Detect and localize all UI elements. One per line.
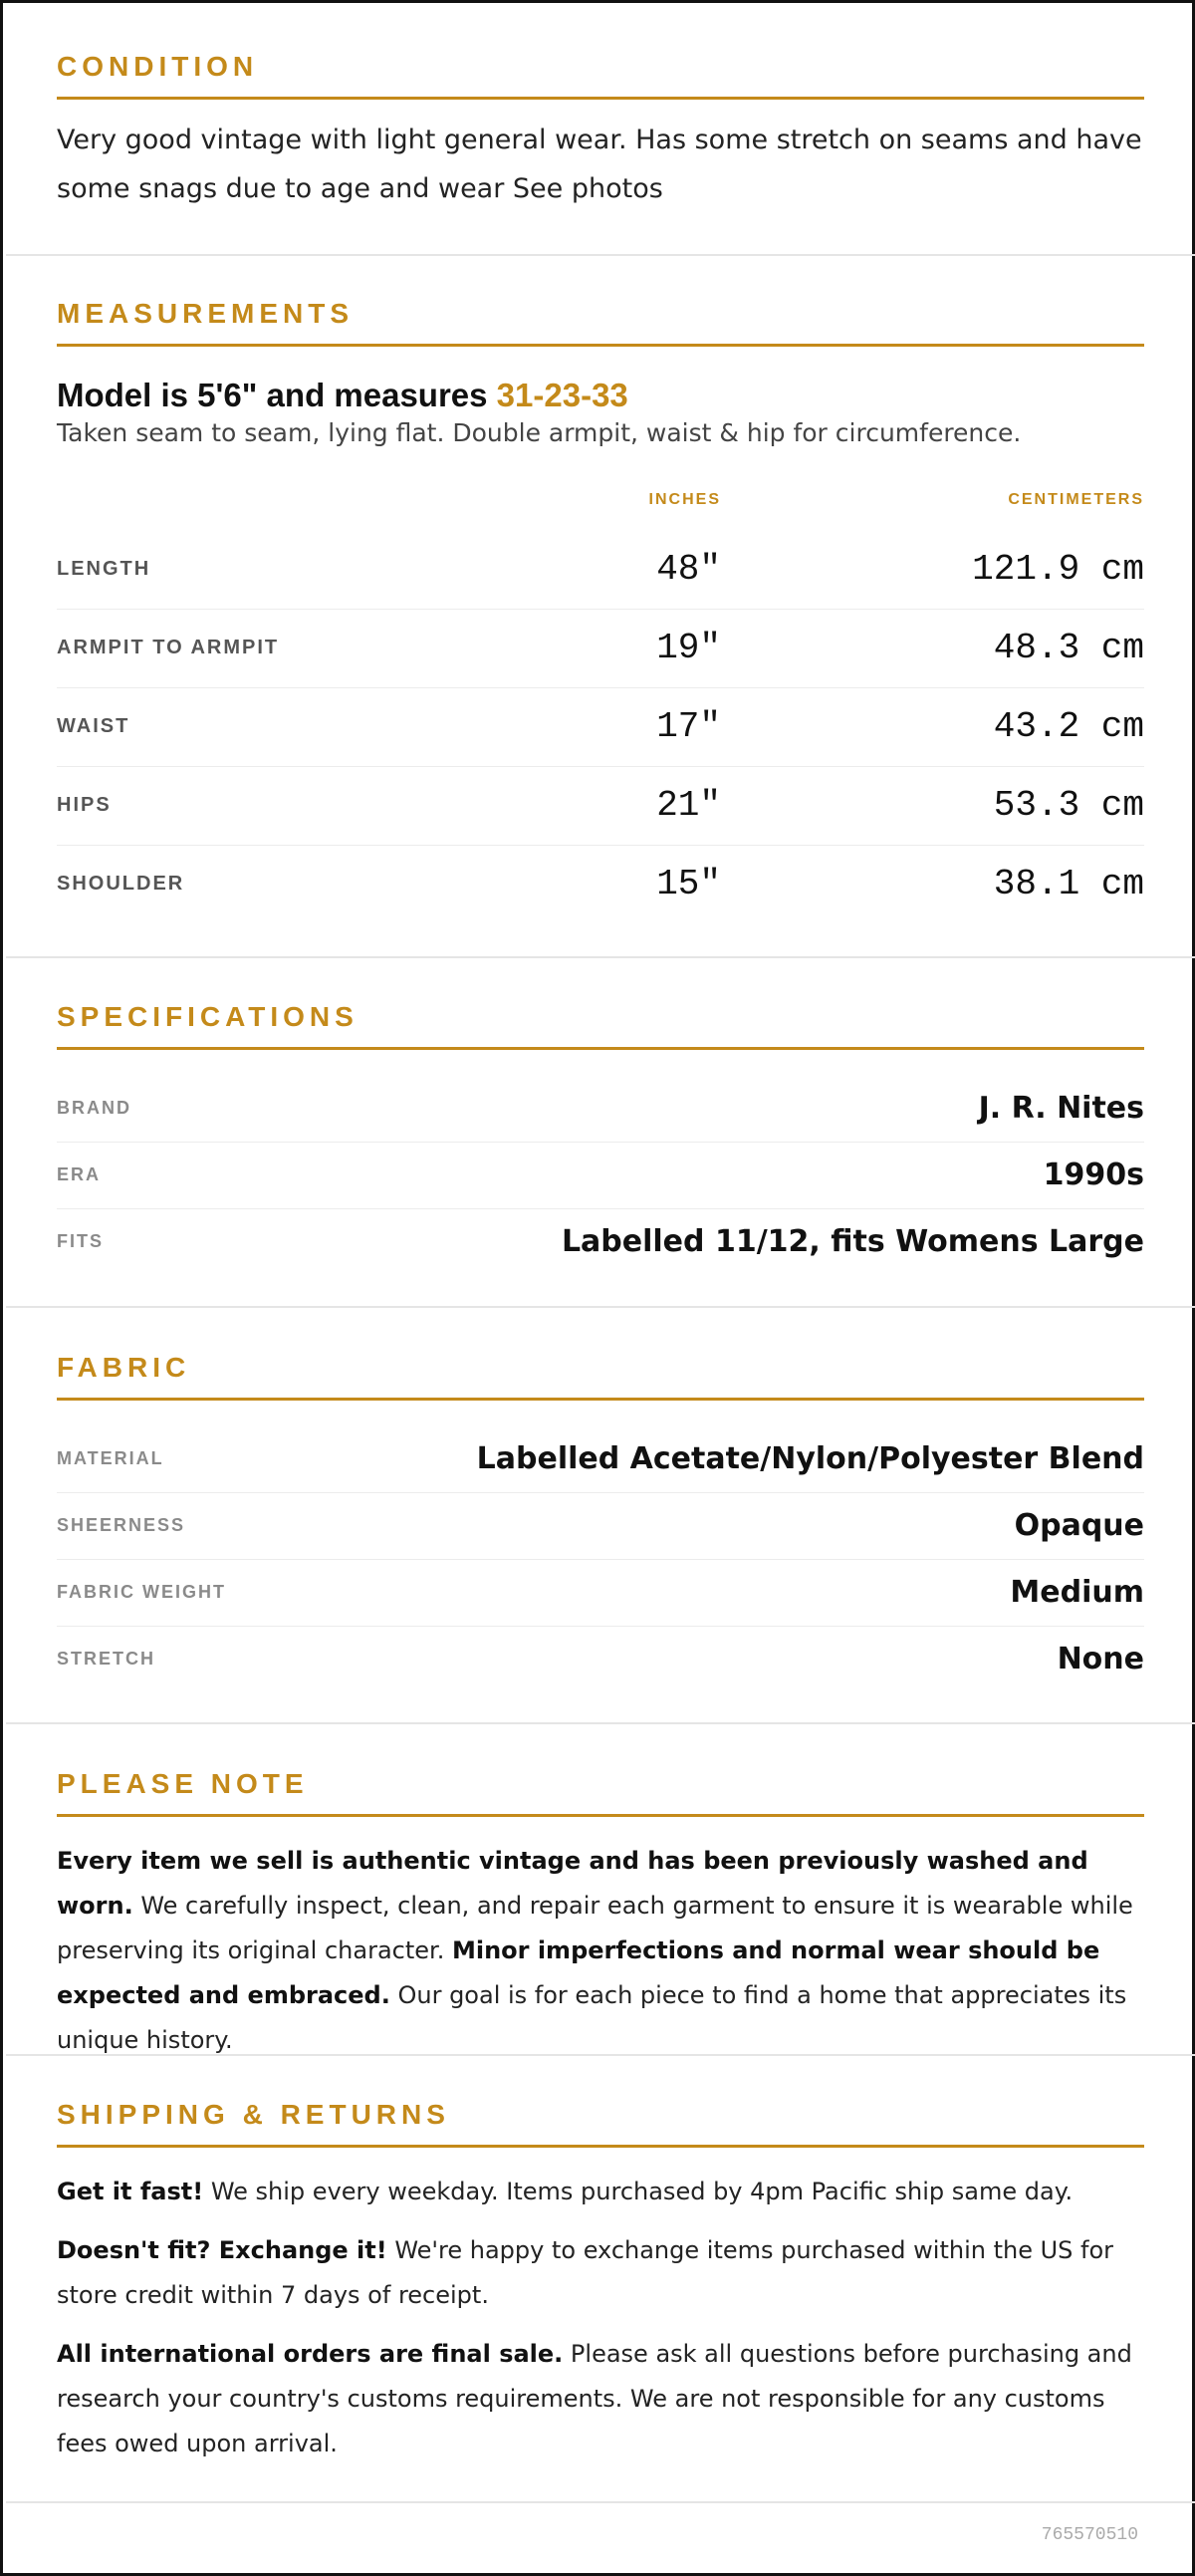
condition-title: CONDITION [57, 51, 259, 82]
shipping-paragraph-1 [57, 2170, 1144, 2214]
measurement-cm: 38.1 cm [993, 864, 1144, 904]
shipping-text-1: We ship every weekday. Items purchased by 4pm Pacific ship same day. [203, 2178, 1074, 2205]
fabric-section [57, 1348, 1144, 1716]
measurement-inches: 17" [656, 706, 721, 747]
spec-value: J. R. Nites [978, 1091, 1144, 1126]
specifications-title: SPECIFICATIONS [57, 1001, 358, 1032]
shipping-paragraph-2 [57, 2228, 1144, 2318]
specifications-title-rule [57, 1047, 1144, 1050]
fabric-row [57, 1559, 1144, 1627]
measurement-cm: 43.2 cm [993, 706, 1144, 747]
measurement-row [57, 530, 1144, 610]
spec-label: FITS [57, 1231, 104, 1251]
condition-text: Very good vintage with light general wear. Has some stretch on seams and have some snags due to age and wear See photos [57, 125, 1142, 204]
shipping-bold-1: Get it fast! [57, 2178, 204, 2205]
measurement-cm: 53.3 cm [993, 785, 1144, 826]
fabric-row [57, 1626, 1144, 1692]
measurement-row [57, 609, 1144, 688]
shipping-bold-3: All international orders are final sale. [57, 2340, 564, 2368]
col-cm-header: CENTIMETERS [1008, 491, 1144, 508]
fabric-title-rule [57, 1398, 1144, 1401]
section-divider [6, 254, 1195, 256]
fabric-title: FABRIC [57, 1352, 191, 1383]
spec-value: 1990s [1043, 1158, 1144, 1192]
measurement-row [57, 845, 1144, 923]
condition-section [57, 47, 1144, 213]
spec-row [57, 1208, 1144, 1275]
model-measures: 31-23-33 [496, 377, 628, 413]
section-divider [6, 956, 1195, 958]
shipping-text-2: We're happy to exchange items purchased within the US for store credit within 7 days of receipt. [57, 2236, 1114, 2309]
shipping-bold-2: Doesn't fit? Exchange it! [57, 2236, 387, 2264]
measurement-label: ARMPIT TO ARMPIT [57, 637, 280, 658]
measurement-label: HIPS [57, 794, 112, 816]
measurements-title: MEASUREMENTS [57, 298, 355, 329]
please-note-title-rule [57, 1814, 1144, 1817]
spec-label: ERA [57, 1164, 102, 1184]
measurement-inches: 21" [656, 785, 721, 826]
spec-label: BRAND [57, 1098, 131, 1118]
measurement-cm: 121.9 cm [972, 549, 1144, 590]
please-note-bold-1: Every item we sell is authentic vintage and has been previously washed and worn. [57, 1847, 1088, 1920]
shipping-paragraph-3 [57, 2332, 1144, 2466]
condition-title-rule [57, 97, 1144, 100]
model-info [57, 377, 1144, 414]
col-inches-header: INCHES [648, 491, 721, 508]
measurements-section [57, 294, 1144, 951]
measurement-inches: 19" [656, 628, 721, 668]
fabric-value: None [1057, 1642, 1144, 1676]
fabric-label: MATERIAL [57, 1448, 164, 1468]
fabric-value: Labelled Acetate/Nylon/Polyester Blend [476, 1441, 1144, 1476]
please-note-text-1: We carefully inspect, clean, and repair each garment to ensure it is wearable while preserving its original character. [57, 1892, 1133, 1964]
measurement-inches: 15" [656, 864, 721, 904]
measurement-row [57, 687, 1144, 767]
fabric-row [57, 1425, 1144, 1493]
please-note-section [57, 1764, 1144, 2063]
please-note-text-2: Our goal is for each piece to find a home that appreciates its unique history. [57, 1981, 1127, 2054]
spec-row [57, 1142, 1144, 1209]
measurements-subtitle: Taken seam to seam, lying flat. Double armpit, waist & hip for circumference. [57, 418, 1022, 447]
shipping-title: SHIPPING & RETURNS [57, 2099, 450, 2130]
measurement-label: LENGTH [57, 558, 151, 580]
fabric-value: Opaque [1014, 1508, 1144, 1543]
please-note-text [57, 1839, 1144, 2063]
measurement-label: WAIST [57, 715, 130, 737]
measurement-inches: 48" [656, 549, 721, 590]
fabric-label: FABRIC WEIGHT [57, 1582, 226, 1602]
shipping-text-3: Please ask all questions before purchasing and research your country's customs requirements. We are not responsible for any customs fees owed upon arrival. [57, 2340, 1132, 2457]
fabric-row [57, 1492, 1144, 1560]
model-prefix: Model is 5'6" and measures [57, 377, 497, 413]
please-note-title: PLEASE NOTE [57, 1768, 309, 1799]
measurement-label: SHOULDER [57, 873, 185, 895]
product-id: 765570510 [1041, 2525, 1138, 2545]
section-divider [6, 2501, 1195, 2503]
spec-row [57, 1075, 1144, 1143]
measurements-title-rule [57, 344, 1144, 347]
section-divider [6, 2054, 1195, 2056]
fabric-label: SHEERNESS [57, 1515, 186, 1535]
specifications-section [57, 997, 1144, 1296]
please-note-bold-2: Minor imperfections and normal wear should be expected and embraced. [57, 1936, 1100, 2009]
measurement-row [57, 766, 1144, 846]
shipping-title-rule [57, 2145, 1144, 2148]
section-divider [6, 1722, 1195, 1724]
section-divider [6, 1306, 1195, 1308]
fabric-value: Medium [1010, 1575, 1144, 1610]
measurement-cm: 48.3 cm [993, 628, 1144, 668]
fabric-label: STRETCH [57, 1649, 155, 1669]
shipping-section [57, 2095, 1144, 2466]
spec-value: Labelled 11/12, fits Womens Large [561, 1224, 1144, 1259]
